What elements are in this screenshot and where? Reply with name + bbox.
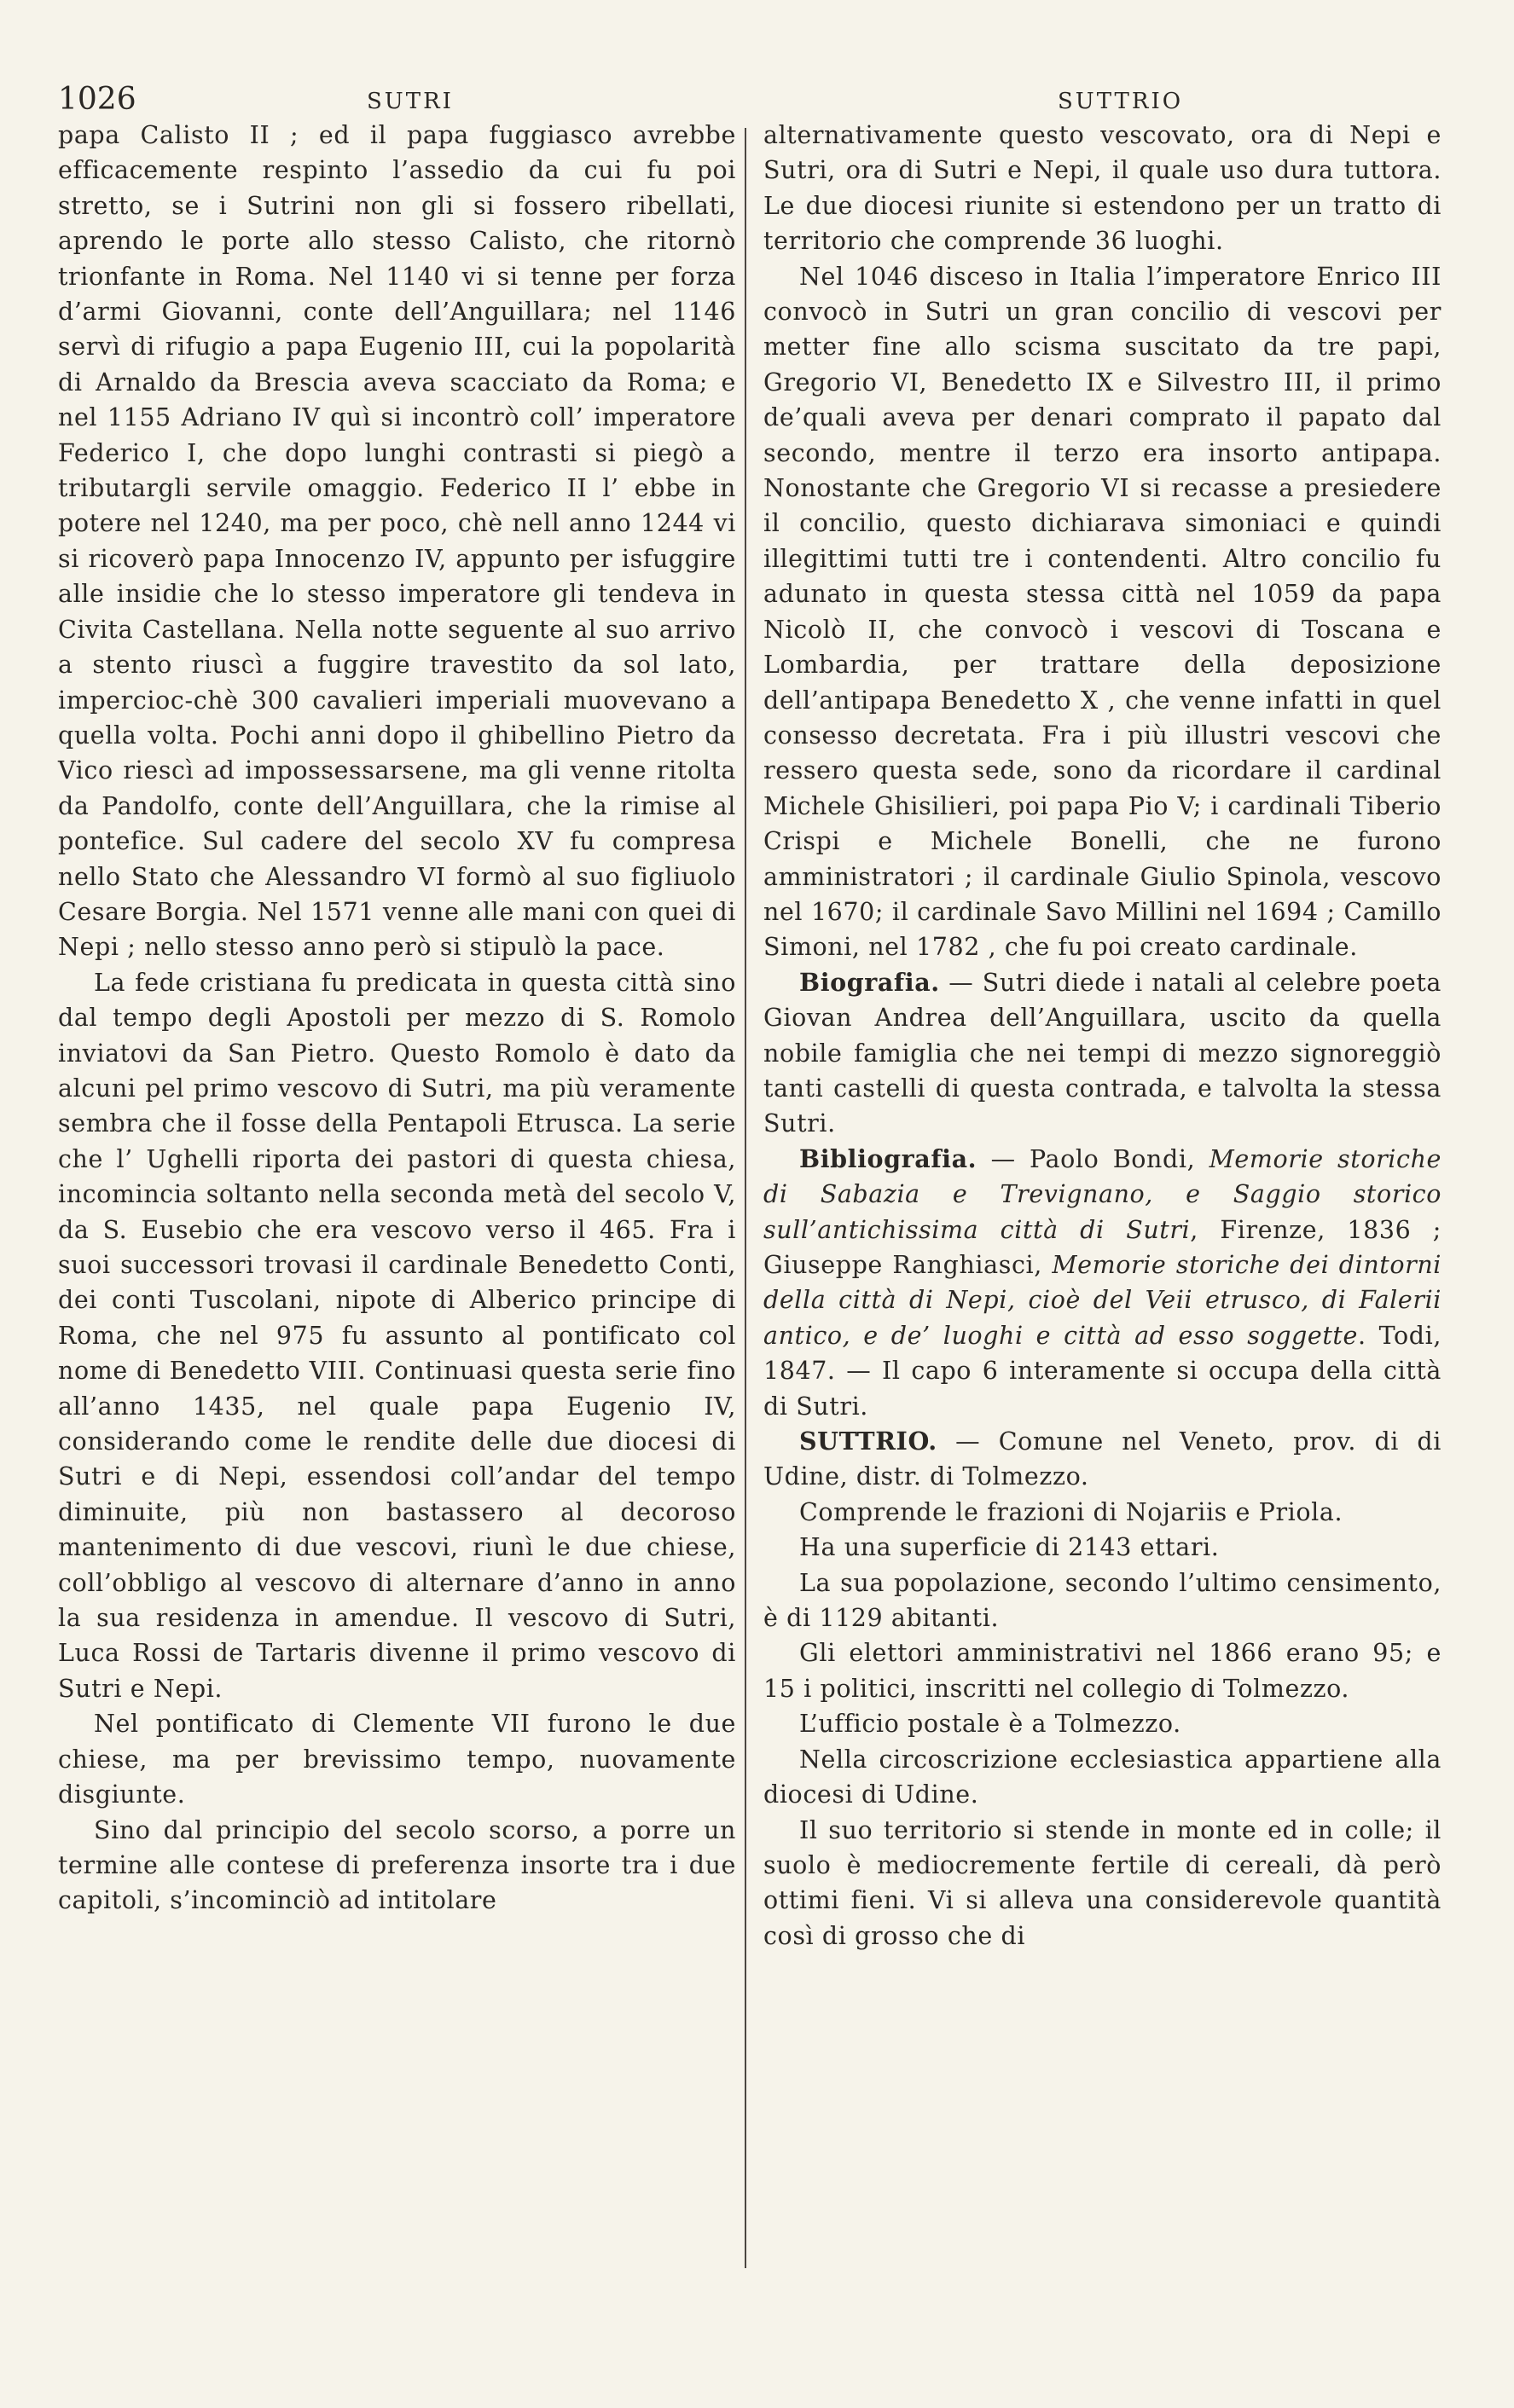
biography-paragraph xyxy=(763,965,1441,1142)
paragraph: Comprende le frazioni di Nojariis e Priola. xyxy=(799,1497,1343,1526)
bibliography-title: Memorie storiche di Sabazia e Trevignano, e Saggio storico sull’antichissima città di Sutri xyxy=(763,1144,1441,1244)
biography-label: Biografia. xyxy=(799,967,940,997)
bibliography-paragraph xyxy=(763,1142,1441,1424)
paragraph: Gli elettori amministrativi nel 1866 erano 95; e 15 i politici, inscritti nel collegio di Tolmezzo. xyxy=(763,1639,1441,1703)
bibliography-text: — Paolo Bondi, xyxy=(977,1144,1209,1173)
biography-text: — Sutri diede i natali al celebre poeta Giovan Andrea dell’Anguillara, uscito da quella nobile famiglia che nei tempi di mezzo signoreggiò tanti castelli di questa contrada, e talvolta la stessa Sutri. xyxy=(763,968,1441,1138)
column-divider xyxy=(745,128,746,2268)
paragraph: Il suo territorio si stende in monte ed in colle; il suolo è mediocremente fertile di cereali, dà però ottimi fieni. Vi si alleva una considerevole quantità così di grosso che di xyxy=(763,1815,1441,1950)
paragraph: Ha una superficie di 2143 ettari. xyxy=(799,1533,1220,1562)
paragraph: alternativamente questo vescovato, ora di Nepi e Sutri, ora di Sutri e Nepi, il quale uso dura tuttora. Le due diocesi riunite si estendono per un tratto di territorio che comprende 36 luoghi. xyxy=(763,121,1441,256)
running-head-left: SUTRI xyxy=(367,89,454,114)
page-number: 1026 xyxy=(58,82,136,117)
paragraph: Nel pontificato di Clemente VII furono le due chiese, ma per brevissimo tempo, nuovamente disgiunte. xyxy=(58,1710,736,1809)
paragraph: Nel 1046 disceso in Italia l’imperatore Enrico III convocò in Sutri un gran concilio di vescovi per metter fine allo scisma suscitato da tre papi, Gregorio VI, Benedetto IX e Silvestro III, il primo de’quali aveva per denari comprato il papato dal secondo, mentre il terzo era insorto antipapa. Nonostante che Gregorio VI si recasse a presiedere il concilio, questo dichiarava simoniaci e quindi illegittimi tutti tre i contendenti. Altro concilio fu adunato in questa stessa città nel 1059 da papa Nicolò II, che convocò i vescovi di Toscana e Lombardia, per trattare della deposizione dell’antipapa Benedetto X , che venne infatti in quel consesso decretata. Fra i più illustri vescovi che ressero questa sede, sono da ricordare il cardinal Michele Ghisilieri, poi papa Pio V; i cardinali Tiberio Crispi e Michele Bonelli, che ne furono amministratori ; il cardinale Giulio Spinola, vescovo nel 1670; il cardinale Savo Millini nel 1694 ; Camillo Simoni, nel 1782 , che fu poi creato cardinale. xyxy=(763,262,1441,962)
right-column xyxy=(763,118,1441,1954)
left-column xyxy=(58,118,736,1919)
bibliography-text: , Firenze, 1836 ; Giuseppe Ranghiasci, xyxy=(763,1215,1441,1279)
paragraph: papa Calisto II ; ed il papa fuggiasco avrebbe efficacemente respinto l’assedio da cui fu poi stretto, se i Sutrini non gli si fossero ribellati, aprendo le porte allo stesso Calisto, che ritornò trionfante in Roma. Nel 1140 vi si tenne per forza d’armi Giovanni, conte dell’Anguillara; nel 1146 servì di rifugio a papa Eugenio III, cui la popolarità di Arnaldo da Brescia aveva scacciato da Roma; e nel 1155 Adriano IV quì si incontrò coll’ imperatore Federico I, che dopo lunghi contrasti si piegò a tributargli servile omaggio. Federico II l’ ebbe in potere nel 1240, ma per poco, chè nell anno 1244 vi si ricoverò papa Innocenzo IV, appunto per isfuggire alle insidie che lo stesso imperatore gli tendeva in Civita Castellana. Nella notte seguente al suo arrivo a stento riuscì a fuggire travestito da sol lato, impercioc-chè 300 cavalieri imperiali muovevano a quella volta. Pochi anni dopo il ghibellino Pietro da Vico riescì ad impossessarsene, ma gli venne ritolta da Pandolfo, conte dell’Anguillara, che la rimise al pontefice. Sul cadere del secolo XV fu compresa nello Stato che Alessandro VI formò al suo figliuolo Cesare Borgia. Nel 1571 venne alle mani con quei di Nepi ; nello stesso anno però si stipulò la pace. xyxy=(58,121,736,962)
bibliography-label: Bibliografia. xyxy=(799,1143,977,1173)
bibliography-title: Memorie storiche dei dintorni della città di Nepi, cioè del Veii etrusco, di Falerii antico, e de’ luoghi e città ad esso soggette xyxy=(763,1251,1442,1350)
paragraph: L’ufficio postale è a Tolmezzo. xyxy=(799,1710,1181,1739)
paragraph: La fede cristiana fu predicata in questa città sino dal tempo degli Apostoli per mezzo di S. Romolo inviatovi da San Pietro. Questo Romolo è dato da alcuni pel primo vescovo di Sutri, ma più veramente sembra che il fosse della Pentapoli Etrusca. La serie che l’ Ughelli riporta dei pastori di questa chiesa, incomincia soltanto nella seconda metà del secolo V, da S. Eusebio che era vescovo verso il 465. Fra i suoi successori trovasi il cardinale Benedetto Conti, dei conti Tuscolani, nipote di Alberico principe di Roma, che nel 975 fu assunto al pontificato col nome di Benedetto VIII. Continuasi questa serie fino all’anno 1435, nel quale papa Eugenio IV, considerando come le rendite delle due diocesi di Sutri e di Nepi, essendosi coll’andar del tempo diminuite, più non bastassero al decoroso mantenimento di due vescovi, riunì le due chiese, coll’obbligo al vescovo di alternare d’anno in anno la sua residenza in amendue. Il vescovo di Sutri, Luca Rossi de Tartaris divenne il primo vescovo di Sutri e Nepi. xyxy=(58,968,736,1703)
entry-paragraph xyxy=(763,1424,1441,1495)
entry-text: — Comune nel Veneto, prov. di di Udine, distr. di Tolmezzo. xyxy=(763,1427,1441,1491)
paragraph: Nella circoscrizione ecclesiastica appartiene alla diocesi di Udine. xyxy=(763,1745,1441,1809)
paragraph: La sua popolazione, secondo l’ultimo censimento, è di 1129 abitanti. xyxy=(763,1568,1441,1633)
running-head-right: SUTTRIO xyxy=(1058,89,1184,114)
entry-title: SUTTRIO. xyxy=(799,1427,937,1456)
paragraph: Sino dal principio del secolo scorso, a porre un termine alle contese di preferenza insorte tra i due capitoli, s’incominciò ad intitolare xyxy=(58,1815,736,1915)
bibliography-text: . Todi, 1847. — Il capo 6 interamente si occupa della città di Sutri. xyxy=(763,1321,1441,1421)
